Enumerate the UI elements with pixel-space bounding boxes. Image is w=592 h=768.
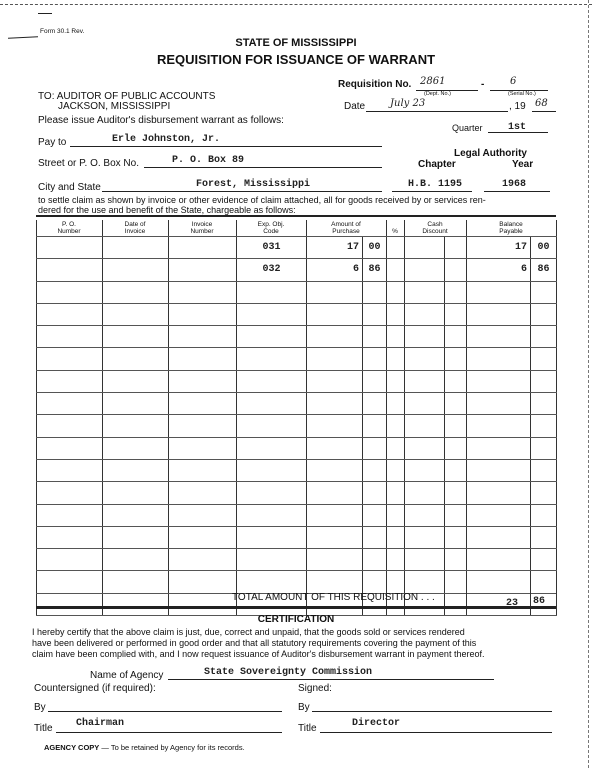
table-row	[37, 237, 557, 259]
table-row	[37, 370, 557, 392]
balance-dollars-cell: 17	[467, 237, 531, 259]
total-cents: 86	[533, 596, 546, 607]
serial-no: 6	[510, 76, 517, 87]
serial-caption: (Serial No.)	[508, 91, 536, 97]
header-balance: Balance Payable	[499, 221, 523, 235]
table-row	[37, 259, 557, 281]
certification-text-2: have been delivered or performed in good order and that all statutory requirements covering the payment of this	[32, 638, 477, 648]
chapter-label: Chapter	[418, 159, 456, 170]
agency-value: State Sovereignty Commission	[204, 667, 373, 678]
requisition-form: Form 30.1 Rev. STATE OF MISSISSIPPI REQUISITION FOR ISSUANCE OF WARRANT Requisition No. 2861 - 6 (Dept. No.) (Serial No.) TO: AUDITOR OF PUBLIC ACCOUNTS JACKSON, MISSISSIPPI Please issue Auditor's disbursement warrant as follows: Date July 23 , 19 68 Quarter 1st Pay to Erle Johnston, Jr. Legal Authority Street or P. O. Box No. P. O. Box 89 Chapter Year City and State Forest, Mississippi H.B. 1195 1968 to settle claim as shown by invoice or other evidence of claim attached, all for goods received by or services ren- dered for the use and benefit of the State, chargeable as follows: P. O. Number Date of Invoice Invoice Number Exp. Obj. Code Amount of Purchase % Cash Discount Balance Payable 031 17 00 17 00 032 6 86 6 86 TOTAL AMOUNT OF THIS REQUISITION . . . 23 86 CERTIFICATION I hereby certify that the above claim is just, due, correct and unpaid, that the goods sold or services rendered have been delivered or performed in good order and that all statutory requirements covering the payment of this claim have been complied with, and I now request issuance of Auditor's disbursement warrant in payment thereof. Name of Agency State Sovereignty Commission Countersigned (if required): Signed: By By Title Chairman Title Director AGENCY COPY — To be retained by Agency for its records.	[0, 0, 592, 768]
title-left-value: Chairman	[76, 718, 125, 729]
authority-year-line	[484, 191, 550, 192]
pay-to-label: Pay to	[38, 137, 67, 148]
amount-dollars-cell: 6	[307, 259, 363, 281]
certification-heading: CERTIFICATION	[257, 614, 335, 625]
exp-code-cell: 032	[237, 259, 307, 281]
title-line-left	[56, 732, 282, 733]
table-row	[37, 281, 557, 303]
header-cash: Cash Discount	[422, 221, 448, 235]
header-row	[37, 220, 557, 237]
total-rule	[36, 606, 556, 609]
year-line	[532, 111, 556, 112]
date-label: Date	[344, 101, 366, 112]
quarter-label: Quarter	[452, 123, 483, 133]
agency-label: Name of Agency	[90, 670, 164, 681]
to-line-1: TO: AUDITOR OF PUBLIC ACCOUNTS	[38, 91, 216, 102]
certification-text-1: I hereby certify that the above claim is just, due, correct and unpaid, that the goods sold or services rendered	[32, 627, 465, 637]
agency-copy-note: AGENCY COPY — To be retained by Agency for its records.	[44, 743, 245, 752]
form-number: Form 30.1 Rev.	[40, 28, 85, 35]
header-invoice: Invoice Number	[190, 221, 214, 235]
table-row	[37, 504, 557, 526]
pay-to-line	[70, 146, 382, 147]
header-exp: Exp. Obj. Code	[257, 221, 285, 235]
street-value: P. O. Box 89	[172, 155, 245, 166]
street-line	[144, 167, 382, 168]
table-row	[37, 571, 557, 593]
by-label-left: By	[34, 702, 46, 713]
top-edge	[0, 4, 592, 5]
table-top-rule	[36, 215, 556, 217]
table-row	[37, 348, 557, 370]
date-value: July 23	[390, 98, 426, 109]
amount-cents-cell: 86	[363, 259, 387, 281]
chapter-line	[392, 191, 472, 192]
by-line-right	[312, 711, 552, 712]
header-po: P. O. Number	[57, 221, 81, 235]
total-divider	[556, 586, 557, 608]
line-items-table	[36, 220, 557, 616]
city-label: City and State	[38, 182, 101, 193]
table-row	[37, 393, 557, 415]
city-value: Forest, Mississippi	[196, 179, 311, 190]
requisition-no: 2861	[420, 76, 446, 87]
form-title: REQUISITION FOR ISSUANCE OF WARRANT	[156, 52, 436, 67]
by-line-left	[48, 711, 282, 712]
certification-text-3: claim have been complied with, and I now request issuance of Auditor's disbursement warrant in payment thereof.	[32, 649, 485, 659]
signed-label: Signed:	[298, 683, 332, 694]
punch-mark	[38, 13, 52, 14]
chapter-value: H.B. 1195	[408, 179, 463, 190]
settle-text-1: to settle claim as shown by invoice or other evidence of claim attached, all for goods received by or services ren-	[38, 195, 486, 205]
street-label: Street or P. O. Box No.	[38, 158, 139, 169]
balance-cents-cell: 86	[531, 259, 557, 281]
table-row	[37, 437, 557, 459]
exp-code-cell: 031	[237, 237, 307, 259]
header-amount: Amount of Purchase	[331, 221, 361, 235]
table-row	[37, 326, 557, 348]
year-label: Year	[512, 159, 534, 170]
agency-line	[168, 679, 494, 680]
title-right-value: Director	[352, 718, 401, 729]
city-line	[102, 191, 382, 192]
table-row	[37, 526, 557, 548]
table-row	[37, 415, 557, 437]
table-row	[37, 549, 557, 571]
pay-to-value: Erle Johnston, Jr.	[112, 134, 221, 145]
table-row	[37, 303, 557, 325]
year-value: 68	[535, 98, 548, 109]
header-pct: %	[392, 228, 398, 235]
balance-dollars-cell: 6	[467, 259, 531, 281]
header-date: Date of Invoice	[124, 221, 146, 235]
amount-dollars-cell: 17	[307, 237, 363, 259]
countersigned-label: Countersigned (if required):	[34, 683, 156, 694]
settle-text-2: dered for the use and benefit of the State, chargeable as follows:	[38, 205, 296, 215]
dept-caption: (Dept. No.)	[424, 91, 451, 97]
right-edge	[588, 0, 589, 768]
table-row	[37, 482, 557, 504]
total-divider	[466, 586, 467, 608]
by-label-right: By	[298, 702, 310, 713]
amount-cents-cell: 00	[363, 237, 387, 259]
total-dollars: 23	[506, 598, 519, 609]
requisition-label: Requisition No.	[338, 79, 412, 90]
year-prefix: , 19	[509, 101, 526, 112]
title-line-right	[320, 732, 552, 733]
legal-authority-label: Legal Authority	[454, 148, 527, 159]
table-row	[37, 459, 557, 481]
quarter-value: 1st	[508, 122, 527, 133]
total-label: TOTAL AMOUNT OF THIS REQUISITION . . .	[232, 592, 435, 603]
title-label-right: Title	[298, 723, 317, 734]
please-issue: Please issue Auditor's disbursement warrant as follows:	[38, 115, 284, 126]
to-line-2: JACKSON, MISSISSIPPI	[58, 101, 171, 112]
balance-cents-cell: 00	[531, 237, 557, 259]
title-label-left: Title	[34, 723, 53, 734]
total-divider	[530, 586, 531, 608]
state-heading: STATE OF MISSISSIPPI	[235, 37, 357, 49]
date-line	[366, 111, 508, 112]
authority-year: 1968	[502, 179, 527, 190]
